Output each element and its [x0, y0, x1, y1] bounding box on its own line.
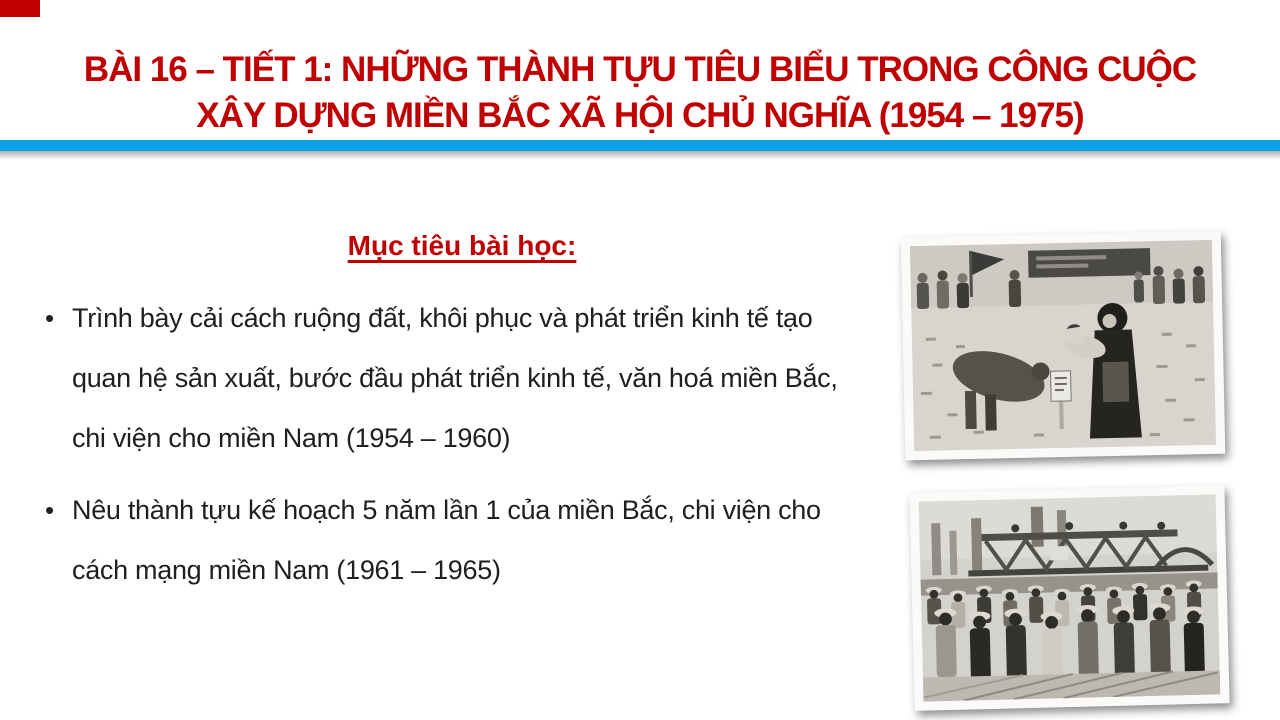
slide-title-line-2: XÂY DỰNG MIỀN BẮC XÃ HỘI CHỦ NGHĨA (1954 – 1975)	[196, 96, 1084, 136]
title-divider-shadow	[0, 151, 1280, 160]
photo-construction-site	[909, 485, 1229, 711]
slide-title	[0, 47, 1280, 139]
photo-land-reform	[901, 231, 1226, 461]
objective-item: • Trình bày cải cách ruộng đất, khôi phục và phát triển kinh tế tạo quan hệ sản xuất, bước đầu phát triển kinh tế, văn hoá miền Bắc, chi viện cho miền Nam (1954 – 1960)	[42, 288, 858, 468]
red-corner-accent	[0, 0, 40, 17]
photo-land-reform-image	[910, 240, 1216, 451]
objectives-section	[42, 230, 882, 612]
objectives-heading: Mục tiêu bài học:	[347, 230, 577, 261]
objectives-list	[42, 288, 882, 600]
objective-item: • Nêu thành tựu kế hoạch 5 năm lần 1 của miền Bắc, chi viện cho cách mạng miền Nam (1961 – 1965)	[42, 480, 858, 600]
photo-construction-image	[919, 494, 1221, 701]
title-divider-bar	[0, 140, 1280, 151]
slide-title-line-1: BÀI 16 – TIẾT 1: NHỮNG THÀNH TỰU TIÊU BIỂU TRONG CÔNG CUỘC	[83, 50, 1197, 90]
